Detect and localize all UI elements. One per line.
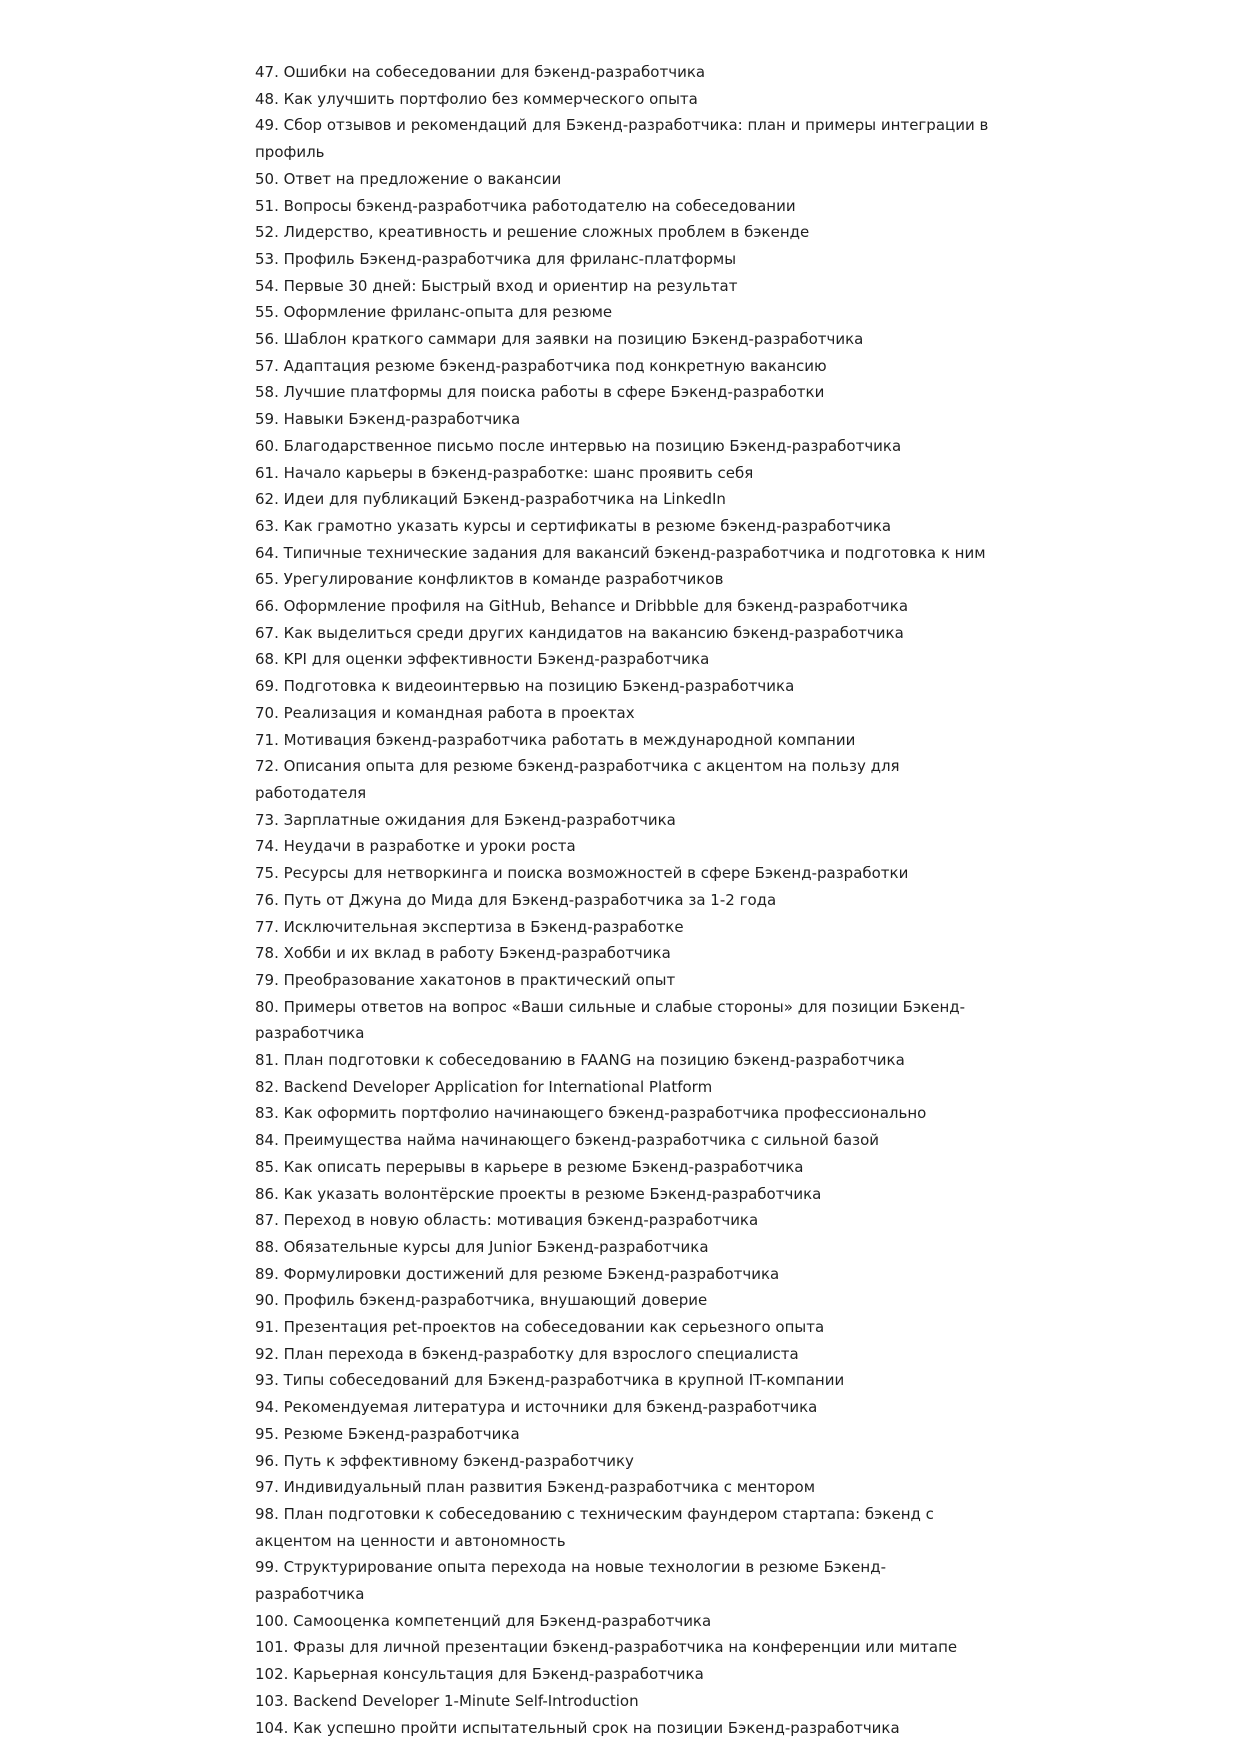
list-item[interactable]: 48. Как улучшить портфолио без коммерческого опыта	[255, 89, 698, 108]
list-item[interactable]: 81. План подготовки к собеседованию в FAANG на позицию бэкенд-разработчика	[255, 1051, 905, 1070]
list-item[interactable]: 63. Как грамотно указать курсы и сертификаты в резюме бэкенд-разработчика	[255, 516, 892, 535]
list-item[interactable]: 58. Лучшие платформы для поиска работы в сфере Бэкенд-разработки	[255, 383, 825, 402]
list-item[interactable]: 102. Карьерная консультация для Бэкенд-разработчика	[255, 1665, 704, 1684]
list-item[interactable]: 57. Адаптация резюме бэкенд-разработчика под конкретную вакансию	[255, 356, 827, 375]
list-item[interactable]: 49. Сбор отзывов и рекомендаций для Бэкенд-разработчика: план и примеры интеграции в профиль	[255, 116, 989, 162]
list-item[interactable]: 74. Неудачи в разработке и уроки роста	[255, 837, 576, 856]
list-item[interactable]: 100. Самооценка компетенций для Бэкенд-разработчика	[255, 1611, 712, 1630]
list-item[interactable]: 87. Переход в новую область: мотивация бэкенд-разработчика	[255, 1211, 759, 1230]
list-item[interactable]: 54. Первые 30 дней: Быстрый вход и ориентир на результат	[255, 276, 738, 295]
list-item[interactable]: 97. Индивидуальный план развития Бэкенд-разработчика с ментором	[255, 1478, 816, 1497]
list-item[interactable]: 68. KPI для оценки эффективности Бэкенд-разработчика	[255, 650, 710, 669]
list-item[interactable]: 71. Мотивация бэкенд-разработчика работать в международной компании	[255, 730, 856, 749]
list-item[interactable]: 76. Путь от Джуна до Мида для Бэкенд-разработчика за 1-2 года	[255, 890, 777, 909]
list-item[interactable]: 52. Лидерство, креативность и решение сложных проблем в бэкенде	[255, 223, 810, 242]
list-item[interactable]: 83. Как оформить портфолио начинающего бэкенд-разработчика профессионально	[255, 1104, 927, 1123]
list-item[interactable]: 103. Backend Developer 1-Minute Self-Introduction	[255, 1691, 639, 1710]
list-item[interactable]: 93. Типы собеседований для Бэкенд-разработчика в крупной IT-компании	[255, 1371, 845, 1390]
list-item[interactable]: 84. Преимущества найма начинающего бэкенд-разработчика с сильной базой	[255, 1131, 880, 1150]
list-item[interactable]: 104. Как успешно пройти испытательный срок на позиции Бэкенд-разработчика	[255, 1718, 900, 1737]
list-item[interactable]: 50. Ответ на предложение о вакансии	[255, 169, 562, 188]
list-item[interactable]: 89. Формулировки достижений для резюме Бэкенд-разработчика	[255, 1264, 780, 1283]
list-item[interactable]: 94. Рекомендуемая литература и источники для бэкенд-разработчика	[255, 1398, 818, 1417]
list-item[interactable]: 91. Презентация pet-проектов на собеседовании как серьезного опыта	[255, 1318, 825, 1337]
list-item[interactable]: 72. Описания опыта для резюме бэкенд-разработчика с акцентом на пользу для работодателя	[255, 757, 900, 802]
list-item[interactable]: 64. Типичные технические задания для вакансий бэкенд-разработчика и подготовка к ним	[255, 543, 986, 562]
list-item[interactable]: 99. Структурирование опыта перехода на новые технологии в резюме Бэкенд-разработчика	[255, 1558, 887, 1604]
list-item[interactable]: 96. Путь к эффективному бэкенд-разработчику	[255, 1451, 634, 1470]
list-item[interactable]: 65. Урегулирование конфликтов в команде разработчиков	[255, 570, 724, 589]
list-item[interactable]: 86. Как указать волонтёрские проекты в резюме Бэкенд-разработчика	[255, 1184, 822, 1203]
list-item[interactable]: 55. Оформление фриланс-опыта для резюме	[255, 303, 613, 322]
list-item[interactable]: 82. Backend Developer Application for International Platform	[255, 1077, 713, 1096]
list-item[interactable]: 51. Вопросы бэкенд-разработчика работодателю на собеседовании	[255, 196, 796, 215]
list-item[interactable]: 59. Навыки Бэкенд-разработчика	[255, 410, 521, 429]
article-list	[255, 59, 995, 1741]
list-item[interactable]: 60. Благодарственное письмо после интервью на позицию Бэкенд-разработчика	[255, 436, 902, 455]
list-item[interactable]: 75. Ресурсы для нетворкинга и поиска возможностей в сфере Бэкенд-разработки	[255, 864, 909, 883]
list-item[interactable]: 101. Фразы для личной презентации бэкенд-разработчика на конференции или митапе	[255, 1638, 958, 1657]
list-item[interactable]: 69. Подготовка к видеоинтервью на позицию Бэкенд-разработчика	[255, 677, 795, 696]
list-item[interactable]: 47. Ошибки на собеседовании для бэкенд-разработчика	[255, 63, 706, 81]
list-item[interactable]: 66. Оформление профиля на GitHub, Behance и Dribbble для бэкенд-разработчика	[255, 597, 909, 616]
list-item[interactable]: 85. Как описать перерывы в карьере в резюме Бэкенд-разработчика	[255, 1157, 804, 1176]
list-item[interactable]: 78. Хобби и их вклад в работу Бэкенд-разработчика	[255, 944, 671, 963]
list-item[interactable]: 67. Как выделиться среди других кандидатов на вакансию бэкенд-разработчика	[255, 623, 904, 642]
list-item[interactable]: 95. Резюме Бэкенд-разработчика	[255, 1424, 520, 1443]
list-item[interactable]: 92. План перехода в бэкенд-разработку для взрослого специалиста	[255, 1344, 799, 1363]
list-item[interactable]: 98. План подготовки к собеседованию с техническим фаундером стартапа: бэкенд с акцентом на ценности и автономность	[255, 1504, 934, 1550]
list-item[interactable]: 80. Примеры ответов на вопрос «Ваши сильные и слабые стороны» для позиции Бэкенд-разработчика	[255, 997, 966, 1043]
list-item[interactable]: 90. Профиль бэкенд-разработчика, внушающий доверие	[255, 1291, 708, 1310]
list-item[interactable]: 77. Исключительная экспертиза в Бэкенд-разработке	[255, 917, 684, 936]
list-item[interactable]: 56. Шаблон краткого саммари для заявки на позицию Бэкенд-разработчика	[255, 330, 864, 349]
list-item[interactable]: 79. Преобразование хакатонов в практический опыт	[255, 970, 676, 989]
list-item[interactable]: 73. Зарплатные ожидания для Бэкенд-разработчика	[255, 810, 676, 829]
list-item[interactable]: 53. Профиль Бэкенд-разработчика для фриланс-платформы	[255, 249, 737, 268]
list-item[interactable]: 70. Реализация и командная работа в проектах	[255, 703, 635, 722]
list-item[interactable]: 88. Обязательные курсы для Junior Бэкенд-разработчика	[255, 1237, 709, 1256]
list-item[interactable]: 61. Начало карьеры в бэкенд-разработке: шанс проявить себя	[255, 463, 754, 482]
list-item[interactable]: 62. Идеи для публикаций Бэкенд-разработчика на LinkedIn	[255, 490, 726, 509]
